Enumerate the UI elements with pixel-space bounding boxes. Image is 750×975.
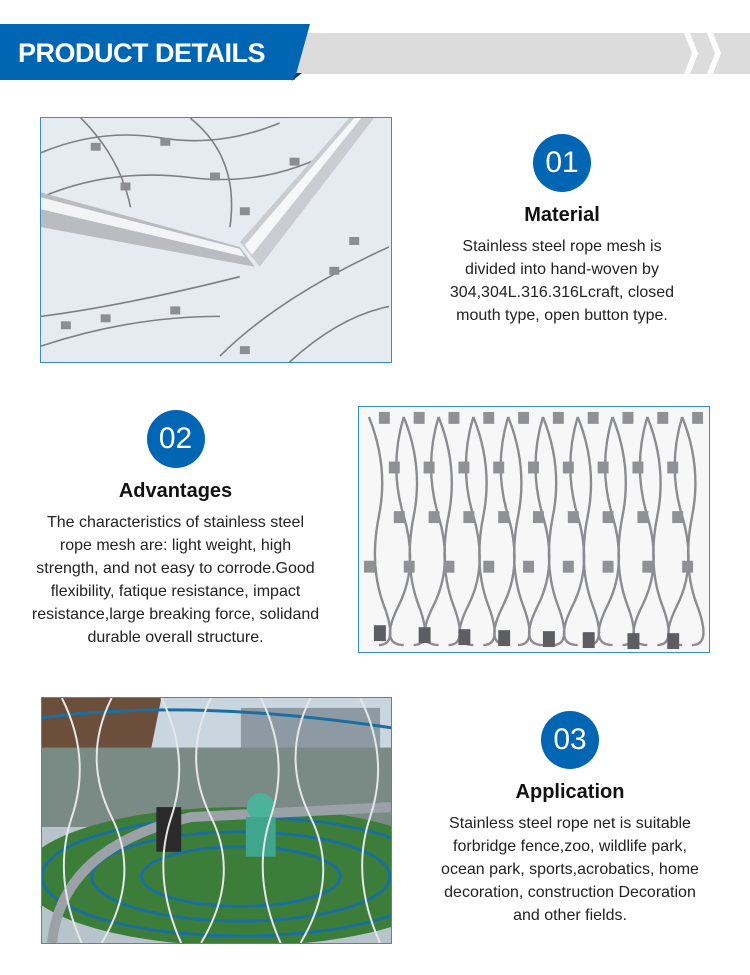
feature-description: Stainless steel rope net is suitable forbridge fence,zoo, wildlife park, ocean park, sports,acrobatics, home decoration, construction Decoration and other fields. xyxy=(441,815,699,924)
chevron-right-icon xyxy=(707,33,725,74)
step-number-badge: 01 xyxy=(533,134,591,192)
feature-description: Stainless steel rope mesh is divided into hand-woven by 304,304L.316.316Lcraft, closed mouth type, open button type. xyxy=(449,238,675,324)
feature-title: Advantages xyxy=(118,480,233,502)
step-number-badge: 02 xyxy=(147,410,205,468)
chevron-right-icon xyxy=(684,33,702,74)
feature-title: Material xyxy=(524,204,600,226)
header-bar xyxy=(290,33,750,74)
advantages-photo xyxy=(358,406,710,653)
application-photo xyxy=(41,697,392,944)
feature-advantages xyxy=(8,410,343,649)
feature-material xyxy=(422,134,702,327)
feature-title: Application xyxy=(515,781,625,803)
step-number-badge: 03 xyxy=(541,711,599,769)
page-title: PRODUCT DETAILS xyxy=(18,38,265,68)
material-photo xyxy=(40,117,392,363)
feature-application xyxy=(420,711,720,927)
feature-description: The characteristics of stainless steel rope mesh are: light weight, high strength, and not easy to corrode.Good flexibility, fatique resistance, impact resistance,large breaking force, solidand durable overall structure. xyxy=(31,514,320,646)
